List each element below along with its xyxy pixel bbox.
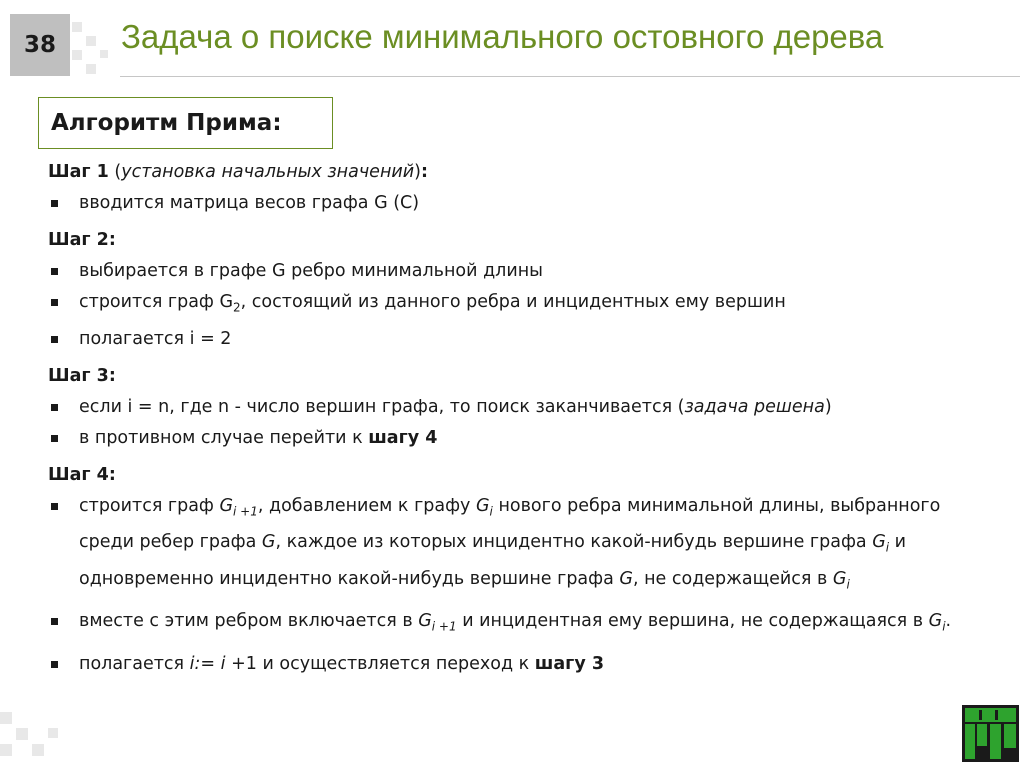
list-item: в противном случае перейти к шагу 4 [48,423,998,454]
step-4 [48,460,998,680]
green-squares-logo-icon [962,705,1019,762]
list-item: выбирается в графе G ребро минимальной длины [48,256,998,287]
list-item: строится граф $G_{i +1}$, добавлением к графу $G_i$ нового ребра минимальной длины, выбранного среди ребер графа G, каждое из которых инцидентно какой-нибудь вершине графа $G_i$ и одновременно инцидентно какой-нибудь вершине графа G, не содержащейся в $G_i$ [48,491,998,601]
list-item: полагается i = 2 [48,324,998,355]
step-2 [48,225,998,355]
page-title: Задача о поиске минимального остовного дерева [121,18,884,55]
list-item: полагается i:= i +1 и осуществляется переход к шагу 3 [48,649,998,680]
step-3-title: Шаг 3: [48,365,116,386]
step-4-title: Шаг 4: [48,464,116,485]
list-item: строится граф $G_2$, состоящий из данного ребра и инцидентных ему вершин [48,287,998,324]
title-divider [120,76,1020,77]
algorithm-box [38,97,333,149]
list-item: вместе с этим ребром включается в $G_{i +1}$ и инцидентная ему вершина, не содержащаяся в $G_i$. [48,606,998,643]
list-item: вводится матрица весов графа G (C) [48,188,998,219]
step-1-note: установка начальных значений [121,162,415,182]
step-1 [48,157,998,219]
algorithm-label: Алгоритм Прима: [51,110,282,136]
step-2-title: Шаг 2: [48,230,116,250]
step-1-title: Шаг 1 [48,162,109,182]
step-3 [48,361,998,454]
slide-number: 38 [10,14,70,76]
step-title: Шаг 1 (установка начальных значений): [48,162,428,182]
slide-content [48,157,998,686]
list-item: если i = n, где n - число вершин графа, то поиск заканчивается (задача решена) [48,392,998,423]
